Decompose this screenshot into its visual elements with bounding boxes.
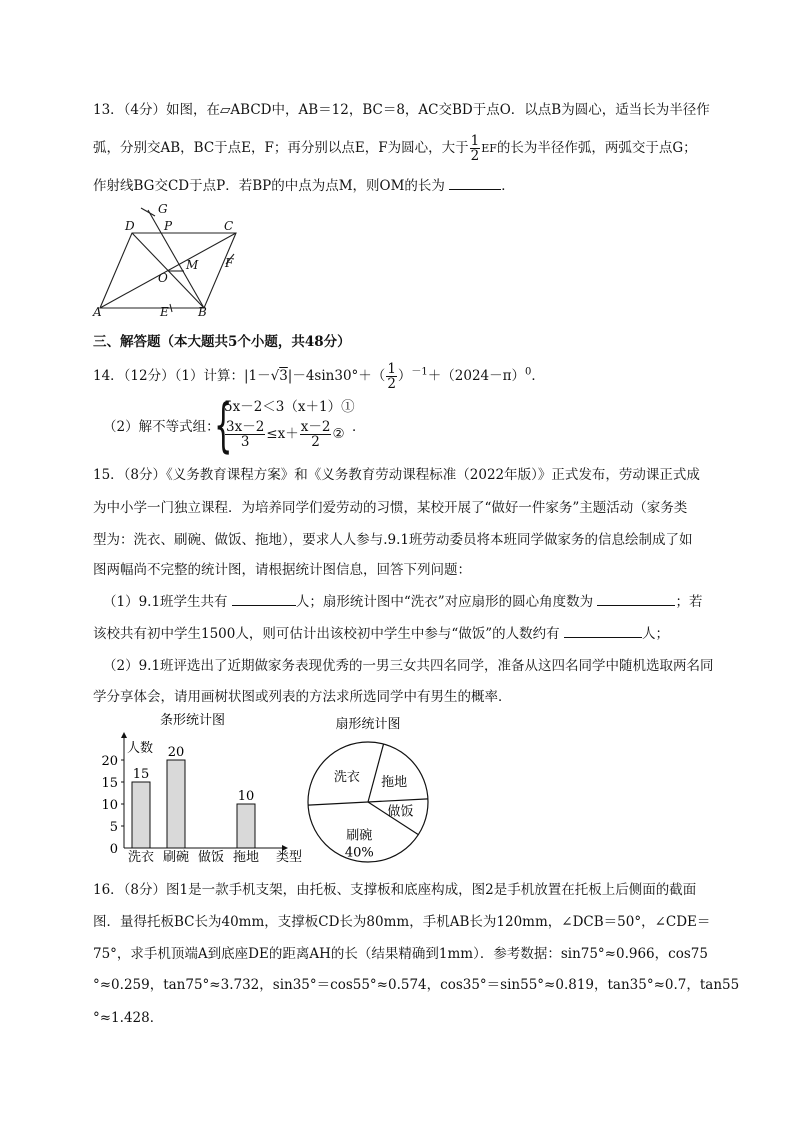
q15-line-5	[103, 593, 702, 611]
q14-p1a: 14．（12分）（1）计算：|1－	[93, 368, 271, 384]
q15-l6b: 人；	[641, 626, 669, 642]
label-p: P	[164, 219, 173, 233]
q15-l6a: 该校共有初中学生1500人，则可估计出该校初中学生中参与“做饭”的人数约有	[93, 626, 560, 642]
x-tick-label: 刷碗	[162, 850, 190, 865]
inequality-2	[224, 420, 345, 449]
frac-numerator: 1	[387, 361, 396, 377]
label-b: B	[198, 305, 207, 319]
q14-p1b: |－4sin30°＋（	[287, 368, 386, 384]
frac-denominator: 2	[311, 434, 320, 450]
bar-data-label: 20	[167, 745, 185, 760]
pie-slice-label: 拖地	[381, 774, 408, 790]
bar-刷碗	[167, 760, 185, 848]
ineq2-tag: ②	[332, 426, 345, 442]
q15-l5c: ；若	[675, 594, 703, 610]
pie-slice-label: 刷碗	[346, 828, 373, 844]
label-d: D	[125, 219, 135, 233]
y-tick-label: 10	[101, 798, 118, 813]
frac-denominator: 2	[470, 148, 480, 164]
arc-mark-g	[141, 208, 155, 216]
bar-chart	[90, 712, 310, 870]
q13-line-2a: 弧，分别交AB，BC于点E，F；再分别以点E，F为圆心，大于	[93, 140, 469, 156]
exponent-zero: 0	[525, 366, 532, 378]
pie-chart	[300, 712, 440, 870]
q16-line-1: 16．（8分）图1是一款手机支架，由托板、支撑板和底座构成，图2是手机放置在托板上后侧面的截面	[93, 882, 697, 898]
q15-line-7: （2）9.1班评选出了近期做家务表现优秀的一男三女共四名同学，准备从这四名同学中随机选取两名同	[103, 658, 714, 674]
pie-slice-label: 洗衣	[333, 769, 360, 785]
frac-numerator: 3x－2	[226, 419, 265, 435]
q13-line-2b: 的长为半径作弧，两弧交于点G；	[496, 140, 697, 156]
q16-line-3: 75°，求手机顶端A到底座DE的距离AH的长（结果精确到1mm）．参考数据：sin75°≈0.966，cos75	[93, 946, 708, 962]
q13-half-fraction	[470, 134, 481, 163]
pie-slice-label: 做饭	[387, 804, 414, 820]
frac-denominator: 3	[240, 434, 250, 450]
label-f: F	[225, 256, 234, 270]
y-tick-label: 0	[109, 842, 118, 857]
q15-line-2: 为中小学一门独立课程．为培养同学们爱劳动的习惯，某校开展了“做好一件家务”主题活动（家务类	[93, 500, 688, 516]
q13-answer-blank[interactable]	[449, 177, 501, 190]
answer-blank-angle[interactable]	[597, 593, 675, 606]
exponent-neg1: －1	[411, 366, 428, 378]
frac-denominator: 2	[387, 376, 396, 392]
q14-p1d: ＋（2024－π）	[427, 368, 526, 384]
y-axis-arrow	[121, 732, 127, 738]
system-brace: {	[214, 391, 233, 459]
answer-blank-cooking[interactable]	[564, 625, 642, 638]
y-axis-label: 人数	[127, 741, 154, 756]
q14-part-2-end: ．	[352, 419, 366, 435]
inequality-1: 5x－2＜3（x＋1）①	[224, 399, 355, 415]
frac-numerator: 1	[470, 133, 480, 149]
bar-data-label: 15	[132, 767, 150, 782]
bar-洗衣	[132, 782, 150, 848]
sqrt-symbol: √	[270, 368, 280, 384]
frac-numerator: x－2	[300, 419, 331, 435]
label-c: C	[224, 219, 234, 233]
x-tick-label: 做饭	[197, 850, 225, 865]
q15-line-6	[93, 625, 669, 643]
q14-p1c: ）	[397, 368, 412, 384]
section-3-heading: 三、解答题（本大题共5个小题，共48分）	[93, 334, 351, 350]
q13-parallelogram-figure	[88, 200, 248, 318]
label-g: G	[158, 202, 168, 216]
bar-chart-title: 条形统计图	[160, 713, 226, 728]
q14-p1e: ．	[531, 368, 545, 384]
q16-line-5: °≈1.428．	[93, 1010, 164, 1026]
q16-line-2: 图．量得托板BC长为40mm，支撑板CD长为80mm，手机AB长为120mm，∠DCB＝50°，∠CDE＝	[93, 914, 711, 930]
ineq2-mid: ≤x＋	[266, 426, 299, 442]
x-tick-label: 拖地	[232, 850, 260, 865]
q15-line-3: 型为：洗衣、刷碗、做饭、拖地），要求人人参与.9.1班劳动委员将本班同学做家务的信息绘制成了如	[93, 532, 693, 548]
ineq2-frac-right	[300, 420, 332, 449]
ineq2-frac-left	[225, 420, 265, 449]
y-tick-label: 20	[101, 754, 118, 769]
q13-line-3-text: 作射线BG交CD于点P．若BP的中点为点M，则OM的长为	[93, 178, 445, 194]
q13-line-3-end: ．	[501, 178, 515, 194]
q15-line-8: 学分享体会，请用画树状图或列表的方法求所选同学中有男生的概率．	[93, 689, 512, 705]
q14-half-fraction	[386, 362, 397, 391]
x-tick-label: 洗衣	[127, 850, 155, 865]
q15-line-1: 15．（8分）《义务教育课程方案》和《义务教育劳动课程标准（2022年版）》正式发布，劳动课正式成	[93, 467, 700, 483]
label-a: A	[93, 305, 102, 319]
pie-chart-title: 扇形统计图	[335, 717, 401, 732]
q14-part-2-label: （2）解不等式组：	[103, 419, 220, 435]
q16-line-4: °≈0.259，tan75°≈3.732，sin35°＝cos55°≈0.574，cos35°＝sin55°≈0.819，tan35°≈0.7，tan55	[93, 977, 740, 993]
q13-frac-var: EF	[481, 142, 497, 155]
q15-l5b: 人；扇形统计图中“洗衣”对应扇形的圆心角度数为	[295, 594, 594, 610]
q14-part-1	[93, 362, 545, 391]
bar-data-label: 10	[237, 789, 255, 804]
x-axis-label: 类型	[276, 850, 303, 865]
y-tick-label: 15	[101, 776, 118, 791]
q15-line-4: 图两幅尚不完整的统计图，请根据统计图信息，回答下列问题：	[93, 562, 471, 578]
answer-blank-total[interactable]	[232, 593, 296, 606]
bar-拖地	[237, 804, 255, 848]
q13-line-3	[93, 177, 515, 195]
label-o: O	[158, 271, 168, 285]
sqrt-radicand: 3	[279, 368, 288, 384]
q13-line-2	[93, 134, 697, 163]
pie-slice-percent: 40%	[344, 845, 374, 861]
label-m: M	[186, 258, 199, 272]
y-tick-label: 5	[109, 820, 118, 835]
label-e: E	[160, 305, 169, 319]
q15-l5a: （1）9.1班学生共有	[103, 594, 228, 610]
q13-line-1: 13．（4分）如图，在▱ABCD中，AB＝12，BC＝8，AC交BD于点O．以点B为圆心，适当长为半径作	[93, 102, 710, 118]
